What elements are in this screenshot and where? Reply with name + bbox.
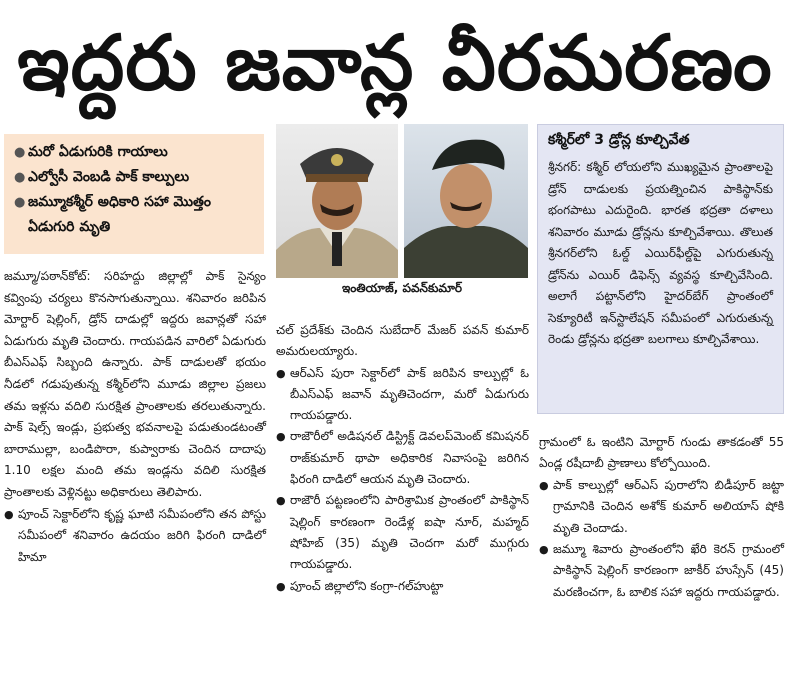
photo-soldier-2 xyxy=(404,124,528,278)
article-bullet: ● రాజౌరీ పట్టణంలోని పారిశ్రామిక ప్రాంతంలో పాకిస్థాన్ షెల్లింగ్ కారణంగా రెండేళ్ల ఐషా నూర్, మహ్మద్ షోహిబ్ (35) మృతి చెందగా మరో ముగ్గురు గాయపడ్డారు. xyxy=(276,493,529,572)
highlight-item: ● మరో ఏడుగురికి గాయాలు xyxy=(14,144,168,160)
article-paragraph: జమ్మూ/పఠాన్‌కోట్: సరిహద్దు జిల్లాల్లో పాక్ సైన్యం కవ్వింపు చర్యలు కొనసాగుతున్నాయి. శనివారం జరిపిన మోర్టార్ షెల్లింగ్, డ్రోన్ దాడుల్లో ఇద్దరు జవాన్లతో సహా ఏడుగురు మృతి చెందారు. గాయపడిన వారిలో ఏడుగురు బీఎస్ఎఫ్ సిబ్బంది ఉన్నారు. పాక్ దాడులతో భయం నీడలో గడుపుతున్న కశ్మీర్‌లోని మూడు జిల్లాల ప్రజలు తమ ఇళ్లను వదిలి సురక్షిత ప్రాంతాలకు తరలుతున్నారు. పాక్ షెల్స్ ఇండ్లు, ప్రభుత్వ భవనాలపై పడుతుండటంతో బారాముల్లా, బండిపొరా, కుప్వారాకు చెందిన దాదాపు 1.10 లక్షల మంది తమ ఇండ్లను వదిలి సురక్షిత ప్రాంతాలకు వెళ్లినట్టు అధికారులు తెలిపారు. xyxy=(4,269,266,499)
highlight-item: ● జమ్మూకశ్మీర్ అధికారి సహా మొత్తం ఏడుగురి మృతి xyxy=(14,194,211,235)
article-column-1 xyxy=(4,266,266,568)
sidebar-body: శ్రీనగర్: కశ్మీర్ లోయలోని ముఖ్యమైన ప్రాంతాలపై డ్రోన్ దాడులకు ప్రయత్నించిన పాకిస్థాన్‌కు భంగపాటు ఎదురైంది. భారత భద్రతా దళాలు శనివారం మూడు డ్రోన్లను కూల్చివేశాయి. తొలుత శ్రీనగర్‌లోని ఓల్డ్ ఎయిర్‌ఫీల్డ్‌పై ఎగురుతున్న డ్రోన్‌ను ఎయిర్ డిఫెన్స్ వ్యవస్థ కూల్చివేసింది. అలాగే పట్టాన్‌లోని హైదర్‌బేగ్ ప్రాంతంలో సెక్యూరిటీ ఇన్‌స్టాలేషన్ సమీపంలో ఎగురుతున్న రెండు డ్రోన్లను భద్రతా బలగాలు కూల్చివేశాయి. xyxy=(548,160,773,346)
article-column-3 xyxy=(539,432,784,603)
photo-officer-1 xyxy=(276,124,398,278)
article-paragraph: గ్రామంలో ఓ ఇంటిని మోర్టార్ గుండు తాకడంతో 55 ఏండ్ల రషీదాబీ ప్రాణాలు కోల్పోయింది. xyxy=(539,435,784,471)
photo-caption: ఇంతియాజ్, పవన్‌కుమార్ xyxy=(341,281,463,295)
sidebar-title: కశ్మీర్‌లో 3 డ్రోన్ల కూల్చివేత xyxy=(548,132,690,148)
article-paragraph: చల్ ప్రదేశ్‌కు చెందిన సుబేదార్ మేజర్ పవన్ కుమార్ అమరులయ్యారు. xyxy=(276,323,529,359)
officer-portrait-icon xyxy=(276,124,398,278)
highlight-item: ● ఎల్వోసీ వెంబడి పాక్ కాల్పులు xyxy=(14,169,190,185)
article-bullet: ● పాక్ కాల్పుల్లో ఆర్ఎస్ పురాలోని బిడీపూర్ జట్టా గ్రామానికి చెందిన అశోక్ కుమార్ అలియాస్ షోకి మృతి చెందాడు. xyxy=(539,477,784,535)
sidebar-box xyxy=(537,124,784,414)
article-bullet: ● పూంచ్ జిల్లాలోని కంగ్రా-గల్‌హుట్టా xyxy=(276,578,444,593)
article-bullet: ● పూంచ్ సెక్టార్‌లోని కృష్ణ ఘాటి సమీపంలోని తన పోస్టు సమీపంలో శనివారం ఉదయం జరిగి ఫిరంగి దాడిలో హిమా xyxy=(4,506,266,564)
article-bullet: ● జమ్మూ శివారు ప్రాంతంలోని ఖేరి కెరన్ గ్రామంలో పాకిస్థాన్ షెల్లింగ్ కారణంగా జాకీర్ హుస్సేన్ (45) మరణించగా, ఓ బాలిక సహా ఇద్దరు గాయపడ్డారు. xyxy=(539,542,784,599)
article-bullet: ● ఆర్ఎస్ పురా సెక్టార్‌లో పాక్ జరిపిన కాల్పుల్లో ఓ బీఎస్ఎఫ్ జవాన్ మృతిచెందగా, మరో ఏడుగురు గాయపడ్డారు. xyxy=(276,365,529,423)
highlights-box xyxy=(4,134,264,254)
article-column-2 xyxy=(276,320,529,597)
article-bullet: ● రాజౌరీలో అడిషనల్ డిస్ట్రిక్ట్ డెవలప్‌మెంట్ కమిషనర్ రాజ్‌కుమార్ థాపా అధికారిక నివాసంపై జరిగిన ఫిరంగి దాడిలో ఆయన మృతి చెందారు. xyxy=(276,429,529,487)
headline: ఇద్దరు జవాన్ల వీరమరణం xyxy=(17,18,773,107)
soldier-portrait-icon xyxy=(404,124,528,278)
